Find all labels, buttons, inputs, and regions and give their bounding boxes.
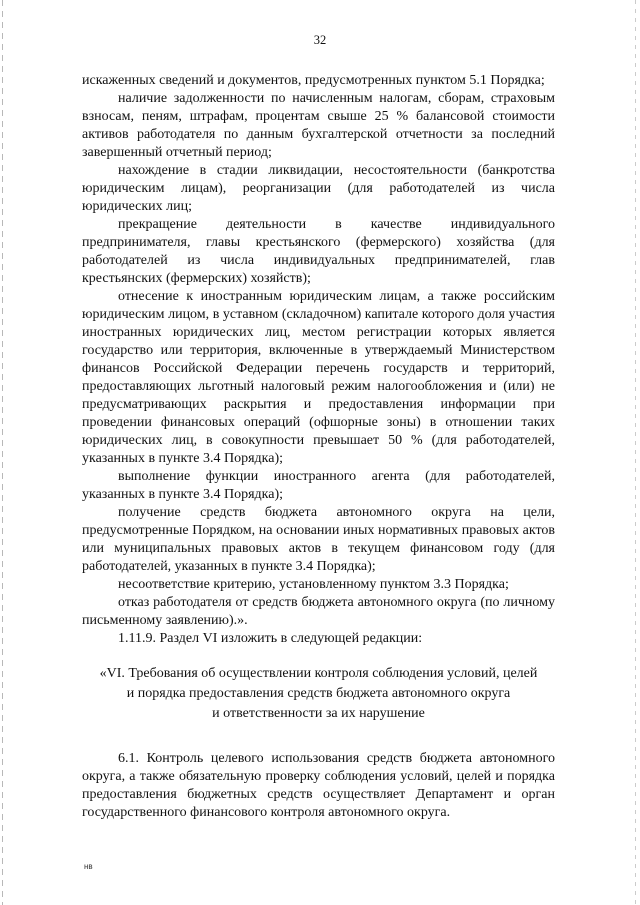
scan-left-edge [2, 0, 3, 905]
paragraph-budget-funds: получение средств бюджета автономного округа на цели, предусмотренные Порядком, на основании иных нормативных правовых актов или муниципальных правовых актов в текущем финансовом году (для работодателей, указанных в пункте 3.4 Порядка); [82, 505, 555, 574]
paragraph-criterion: несоответствие критерию, установленному пунктом 3.3 Порядка; [118, 577, 509, 592]
paragraph-control: 6.1. Контроль целевого использования средств бюджета автономного округа, а также обязательную проверку соблюдения условий, целей и порядка предоставления бюджетных средств осуществляет Департамент и орган государственного финансового контроля автономного округа. [82, 751, 555, 820]
footer-code: нв [84, 862, 93, 871]
document-body [82, 72, 555, 822]
paragraph-continuation: искаженных сведений и документов, предусмотренных пунктом 5.1 Порядка; [82, 73, 545, 88]
section-heading-line-1: «VI. Требования об осуществлении контроля соблюдения условий, целей [99, 666, 538, 681]
paragraph-liquidation: нахождение в стадии ликвидации, несостоятельности (банкротства юридическим лицам), реорганизации (для работодателей из числа юридических лиц; [82, 163, 555, 214]
paragraph-debt: наличие задолженности по начисленным налогам, сборам, страховым взносам, пеням, штрафам, процентам свыше 25 % балансовой стоимости активов работодателя по данным бухгалтерской отчетности за последний завершенный отчетный период; [82, 91, 555, 160]
section-heading [82, 664, 555, 724]
page-number: 32 [313, 33, 327, 47]
paragraph-foreign-agent: выполнение функции иностранного агента (для работодателей, указанных в пункте 3.4 Порядка); [82, 469, 555, 502]
scan-right-edge [635, 0, 636, 905]
section-heading-line-2: и порядка предоставления средств бюджета автономного округа [126, 686, 511, 701]
paragraph-refusal: отказ работодателя от средств бюджета автономного округа (по личному письменному заявлению).». [82, 595, 555, 628]
paragraph-amendment: 1.11.9. Раздел VI изложить в следующей редакции: [118, 631, 423, 646]
section-heading-line-3: и ответственности за их нарушение [212, 706, 425, 721]
paragraph-termination: прекращение деятельности в качестве индивидуального предпринимателя, главы крестьянского (фермерского) хозяйства (для работодателей из числа индивидуальных предпринимателей, глав крестьянских (фермерских) хозяйств); [82, 217, 555, 286]
paragraph-foreign-entities: отнесение к иностранным юридическим лицам, а также российским юридическим лицом, в уставном (складочном) капитале которого доля участия иностранных юридических лиц, местом регистрации которых является государство или территория, включенные в утверждаемый Министерством финансов Российской Федерации перечень государств и территорий, предоставляющих льготный налоговый режим налогообложения и (или) не предусматривающих раскрытия и предоставления информации при проведении финансовых операций (офшорные зоны) в отношении таких юридических лиц, в совокупности превышает 50 % (для работодателей, указанных в пункте 3.4 Порядка); [82, 289, 555, 466]
